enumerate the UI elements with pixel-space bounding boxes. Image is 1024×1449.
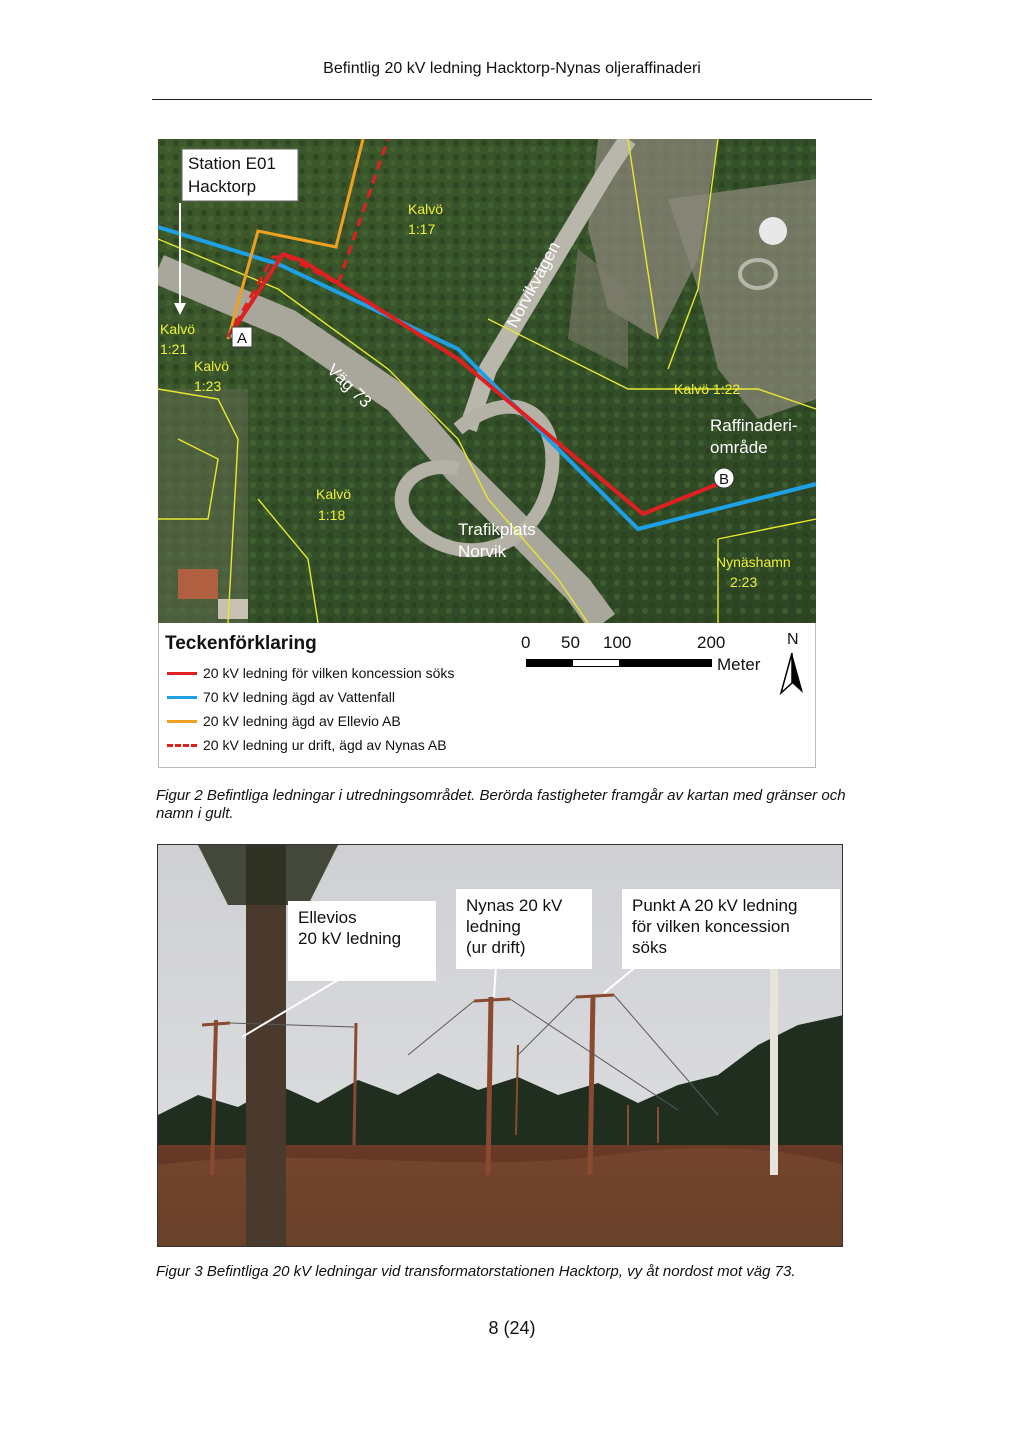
- legend-title: Teckenförklaring: [165, 633, 317, 654]
- map-legend: [158, 623, 816, 768]
- refinery-tank: [759, 217, 787, 245]
- station-callout-line2: Hacktorp: [188, 177, 257, 196]
- raffinaderi-line1: Raffinaderi-: [710, 416, 798, 435]
- legend-item-vattenfall: [167, 689, 395, 705]
- label-punkt-a-line3: söks: [632, 938, 667, 957]
- label-punkt-a-line2: för vilken koncession: [632, 917, 790, 936]
- house-roof-2: [218, 599, 248, 619]
- scale-bar: [526, 659, 712, 667]
- kalvo-121-line2: 1:21: [160, 341, 188, 357]
- label-nynas-line2: ledning: [466, 917, 521, 936]
- house-roof: [178, 569, 218, 599]
- photo-figure: [157, 844, 843, 1247]
- nynashamn-223-line1: Nynäshamn: [716, 554, 791, 570]
- kalvo-118-line1: Kalvö: [316, 486, 352, 502]
- scale-tick-0: 0: [521, 633, 531, 652]
- raffinaderi-line2: område: [710, 438, 768, 457]
- label-nynas-line3: (ur drift): [466, 938, 526, 957]
- scale-tick-50: 50: [561, 633, 580, 652]
- legend-item-concession: [167, 665, 454, 681]
- header-rule: [152, 99, 872, 100]
- page-header: Befintlig 20 kV ledning Hacktorp-Nynas oljeraffinaderi: [323, 60, 701, 77]
- map-figure: [158, 139, 816, 623]
- legend-item-nynas: [167, 737, 447, 753]
- figure2-caption: Figur 2 Befintliga ledningar i utredningsområdet. Berörda fastigheter framgår av kartan med gränser och namn i gult.: [156, 787, 846, 822]
- kalvo-121-line1: Kalvö: [160, 321, 196, 337]
- label-box-punkt-a: [622, 889, 840, 969]
- page-number: 8 (24): [488, 1318, 536, 1338]
- label-box-ellevio: [288, 901, 436, 981]
- legend-swatch-red: [167, 672, 197, 675]
- kalvo-117-line1: Kalvö: [408, 201, 444, 217]
- label-box-nynas: [456, 889, 592, 969]
- kalvo-123-line2: 1:23: [194, 378, 222, 394]
- scale-tick-100: 100: [603, 633, 632, 652]
- legend-label: 70 kV ledning ägd av Vattenfall: [203, 689, 395, 705]
- norvikvagen-label: Norvikvägen: [502, 238, 564, 331]
- kalvo-123-line1: Kalvö: [194, 358, 230, 374]
- nynashamn-223-line2: 2:23: [730, 574, 758, 590]
- label-punkt-a-line1: Punkt A 20 kV ledning: [632, 896, 798, 915]
- legend-swatch-orange: [167, 720, 197, 723]
- north-arrow-icon: [779, 651, 805, 697]
- label-ellevio-line2: 20 kV ledning: [298, 929, 402, 948]
- scale-unit: Meter: [717, 655, 761, 674]
- kalvo-117-line2: 1:17: [408, 221, 436, 237]
- vag73-label: Väg 73: [323, 360, 376, 412]
- station-callout-line1: Station E01: [188, 154, 276, 173]
- legend-swatch-blue: [167, 696, 197, 699]
- scale-tick-200: 200: [697, 633, 726, 652]
- point-b-label: B: [718, 471, 730, 488]
- label-nynas-line1: Nynas 20 kV: [466, 896, 563, 915]
- legend-label: 20 kV ledning ur drift, ägd av Nynas AB: [203, 737, 447, 753]
- birch-trunk: [770, 965, 778, 1175]
- legend-item-ellevio: [167, 713, 401, 729]
- kalvo-118-line2: 1:18: [318, 507, 346, 523]
- legend-label: 20 kV ledning ägd av Ellevio AB: [203, 713, 401, 729]
- trafikplats-line2: Norvik: [458, 542, 507, 561]
- legend-label: 20 kV ledning för vilken koncession söks: [203, 665, 455, 681]
- kalvo-122-label: Kalvö 1:22: [674, 381, 741, 397]
- north-label: N: [787, 631, 799, 648]
- figure3-caption: Figur 3 Befintliga 20 kV ledningar vid transformatorstationen Hacktorp, vy åt nordost mot väg 73.: [156, 1263, 796, 1280]
- point-a-label: A: [236, 330, 248, 347]
- label-ellevio-line1: Ellevios: [298, 908, 357, 927]
- trafikplats-line1: Trafikplats: [458, 520, 536, 539]
- pine-trunk: [246, 845, 286, 1247]
- map-svg: [158, 139, 816, 623]
- legend-swatch-red-dashed: [167, 744, 197, 747]
